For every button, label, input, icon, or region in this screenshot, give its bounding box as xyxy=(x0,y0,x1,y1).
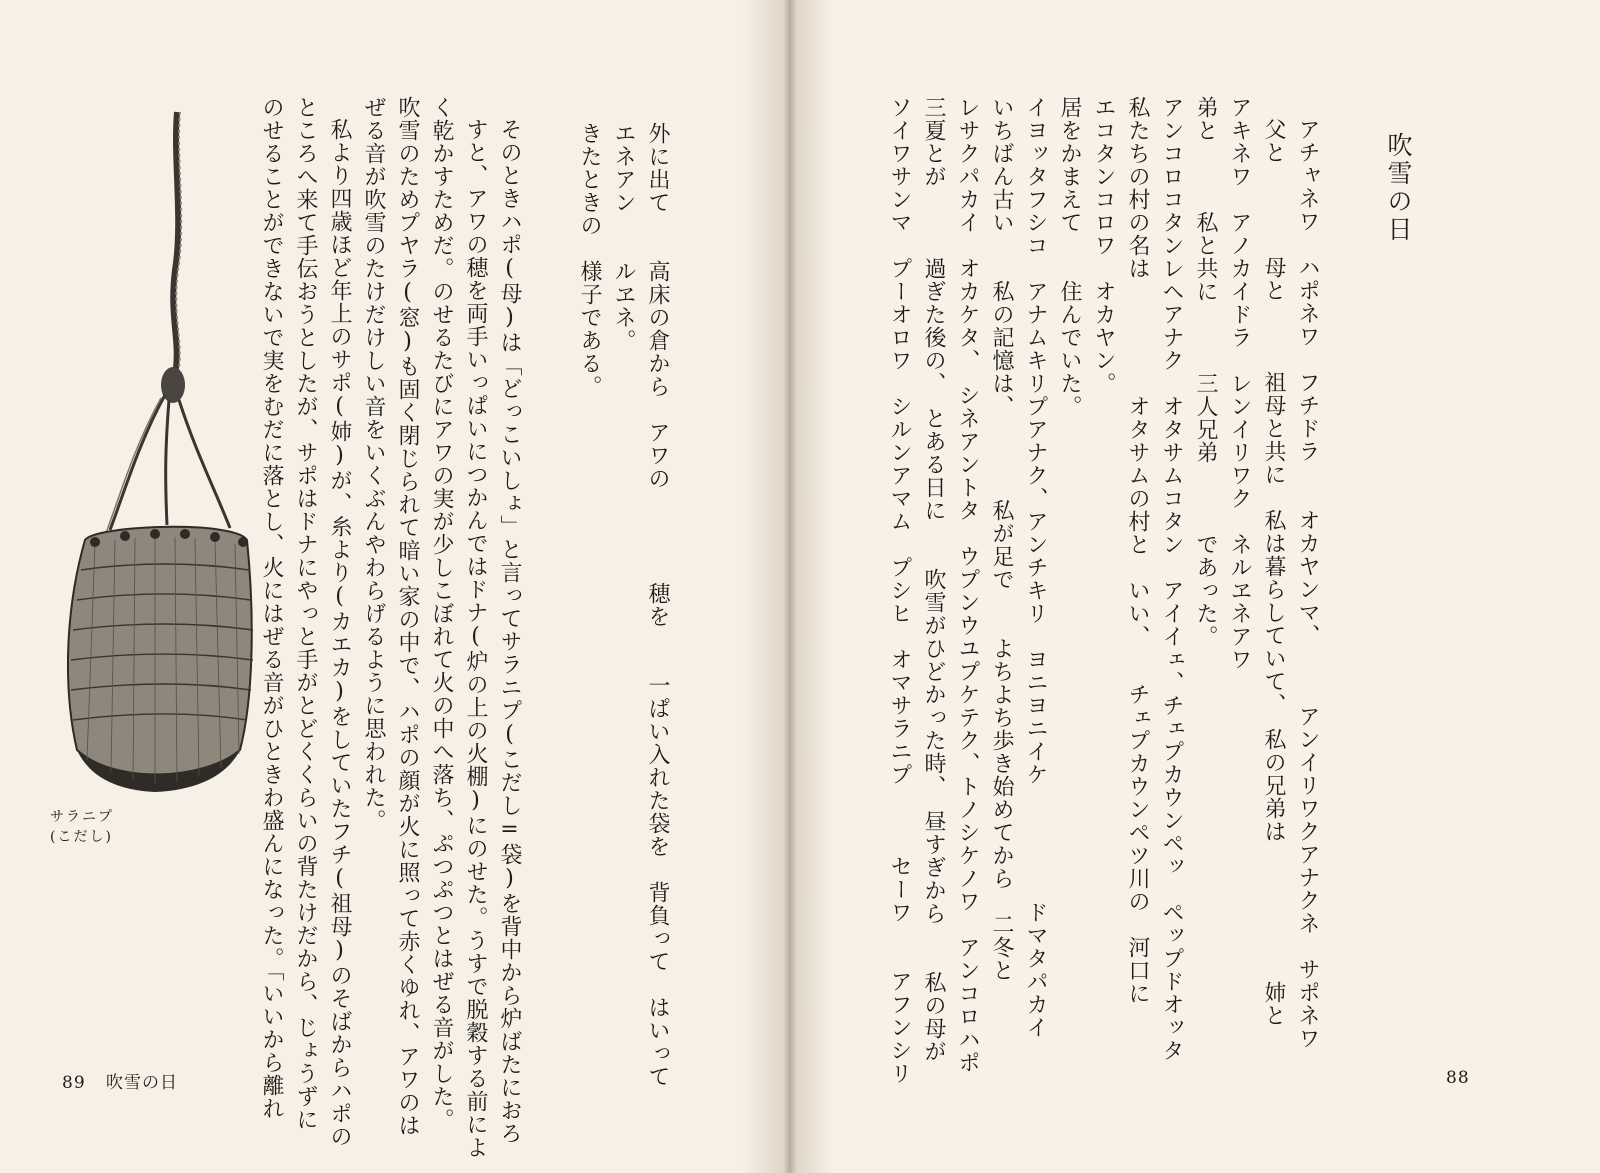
left-poem-line-2: エネアン ルヱネ。 xyxy=(611,122,636,352)
book-gutter-shadow xyxy=(742,0,834,1173)
right-poem-line-7: エコタンコロワ オカヤン。 xyxy=(1091,96,1116,395)
right-page xyxy=(790,0,1600,1173)
prose-line-8: のせることができないで実をむだに落とし、火にはぜる音がひときわ盛んになった。「いいから離れ xyxy=(259,96,284,1120)
prose-line-5: ぜる音が吹雪のたけだけしい音をいくぶんやわらげるように思われた。 xyxy=(361,96,386,832)
right-poem-line-1: アチャネワ ハポネワ フチドラ オカヤンマ、 アンイリワクアナクネ サポネワ xyxy=(1295,118,1320,1050)
prose-line-7: ところへ来て手伝おうとしたが、サポはドナにやっと手がとどくくらいの背たけだから、じょうずに xyxy=(293,96,318,1131)
right-poem-line-13: ソイワサンマ プーオロワ シルンアマム プシヒ オマサラニプ セーワ アフンシリ xyxy=(887,96,912,1085)
left-page-number: 89 xyxy=(62,1073,86,1093)
right-poem-line-4: 弟と 私と共に 三人兄弟 であった。 xyxy=(1193,96,1218,648)
right-poem-line-8: 居をかまえて 住んでいた。 xyxy=(1057,96,1082,418)
sarani-bag-illustration xyxy=(55,100,265,800)
left-page xyxy=(0,0,790,1173)
left-folio xyxy=(62,1068,178,1093)
running-head: 吹雪の日 xyxy=(106,1073,179,1093)
right-poem-line-10: いちばん古い 私の記憶は、 私が足で よちよち歩き始めてから 二冬と xyxy=(989,96,1014,982)
left-poem-line-1: 外に出て 高床の倉から アワの 穂を 一ぱい入れた袋を 背負って はいって xyxy=(645,122,670,1088)
right-poem-line-3: アキネワ アノカイドラ レンイリワク ネルヱネアワ xyxy=(1227,96,1252,671)
prose-line-3: く乾かすためだ。のせるたびにアワの実が少しこぼれて火の中へ落ち、ぷつぷつとはぜる音がした。 xyxy=(429,96,454,1131)
right-poem-line-6: 私たちの村の名は オタサムの村と いい、 チェプカウンペツ川の 河口に xyxy=(1125,96,1150,1005)
prose-line-6: 私より四歳ほど年上のサポ(姉)が、糸より(カエカ)をしていたフチ(祖母)のそばからハポの xyxy=(327,118,352,1148)
right-poem-line-11: レサクパカイ オカケタ、 シネアントタ ウプンウユプケテク、トノシケノワ アンコロハポ xyxy=(955,96,980,1074)
prose-line-1: そのときハポ(母)は「どっこいしょ」と言ってサラニプ(こだし=袋)を背中から炉ばたにおろ xyxy=(497,118,522,1145)
prose-line-4: 吹雪のためプヤラ(窓)も固く閉じられて暗い家の中で、ハポの顔が火に照って赤くゆれ、アワのは xyxy=(395,96,420,1137)
right-poem-line-12: 三夏とが 過ぎた後の、 とある日に 吹雪がひどかった時、 昼すぎから 私の母が xyxy=(921,96,946,1063)
chapter-title: 吹雪の日 xyxy=(1384,132,1413,244)
right-page-number: 88 xyxy=(1446,1068,1470,1088)
prose-line-2: すと、アワの穂を両手いっぱいにつかんではドナ(炉の上の火棚)にのせた。うすで脱穀する前によ xyxy=(463,118,488,1159)
caption-line-2: (こだし) xyxy=(50,829,113,845)
right-poem-line-9: イヨッタフシコ アナムキリプアナク、アンチキリ ヨニヨニイケ ドマタパカイ xyxy=(1023,96,1048,1039)
left-poem-line-3: きたときの 様子である。 xyxy=(577,122,602,398)
right-poem-line-5: アンコロコタンレヘアナク オタサムコタン アイイェ、チェプカウンペッ ペップドオッタ xyxy=(1159,96,1184,1062)
right-poem-line-2: 父と 母と 祖母と共に 私は暮らしていて、 私の兄弟は 姉と xyxy=(1261,118,1286,1027)
caption-line-1: サラニプ xyxy=(50,809,114,825)
illustration-caption xyxy=(50,807,114,847)
